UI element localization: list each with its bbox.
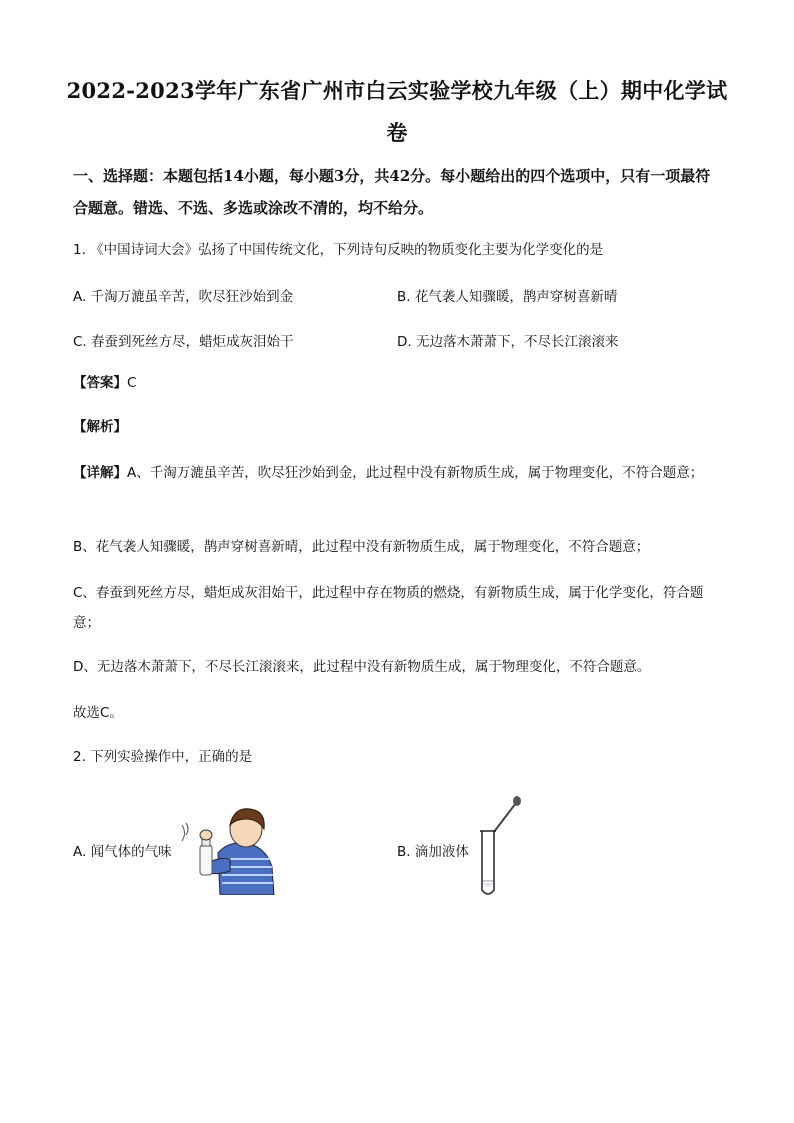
q2-stem: 2. 下列实验操作中，正确的是 (73, 749, 253, 765)
q1-option-b: B. 花气袭人知骤暖，鹊声穿树喜新晴 (397, 289, 618, 305)
q2-option-b: B. 滴加液体 (397, 844, 469, 860)
section-heading: 一、选择题：本题包括14小题，每小题3分，共42分。每小题给出的四个选项中，只有一项最符合题意。错选、不选、多选或涂改不清的，均不给分。 (73, 167, 711, 217)
detail-c: C、春蚕到死丝方尽，蜡炬成灰泪始干，此过程中存在物质的燃烧，有新物质生成，属于化学变化，符合题意； (73, 585, 704, 631)
q1-answer (73, 368, 723, 398)
dropping-liquid-figure (472, 795, 532, 900)
answer-value: C (127, 375, 137, 391)
document-title (60, 70, 734, 154)
detail-a (73, 458, 723, 488)
q1-option-c: C. 春蚕到死丝方尽，蜡炬成灰泪始干 (73, 334, 294, 350)
q1-option-d: D. 无边落木萧萧下，不尽长江滚滚来 (397, 334, 619, 350)
title-line-2: 卷 (386, 120, 408, 145)
q1-stem: 1. 《中国诗词大会》弘扬了中国传统文化，下列诗句反映的物质变化主要为化学变化的是 (73, 242, 604, 258)
detail-d: D、无边落木萧萧下，不尽长江滚滚来，此过程中没有新物质生成，属于物理变化，不符合题意。 (73, 659, 651, 675)
detail-a-text: A、千淘万漉虽辛苦，吹尽狂沙始到金，此过程中没有新物质生成，属于物理变化，不符合题意； (127, 465, 704, 481)
smelling-gas-figure (178, 795, 278, 895)
analysis-tag: 【解析】 (73, 419, 127, 435)
title-line-1: 2022-2023学年广东省广州市白云实验学校九年级（上）期中化学试 (66, 78, 728, 103)
answer-tag: 【答案】 (73, 375, 127, 391)
q1-conclusion: 故选C。 (73, 705, 123, 721)
q2-option-a: A. 闻气体的气味 (73, 844, 172, 860)
q1-option-a: A. 千淘万漉虽辛苦，吹尽狂沙始到金 (73, 289, 294, 305)
detail-b: B、花气袭人知骤暖，鹊声穿树喜新晴，此过程中没有新物质生成，属于物理变化，不符合题意； (73, 539, 650, 555)
detail-tag: 【详解】 (73, 465, 127, 481)
